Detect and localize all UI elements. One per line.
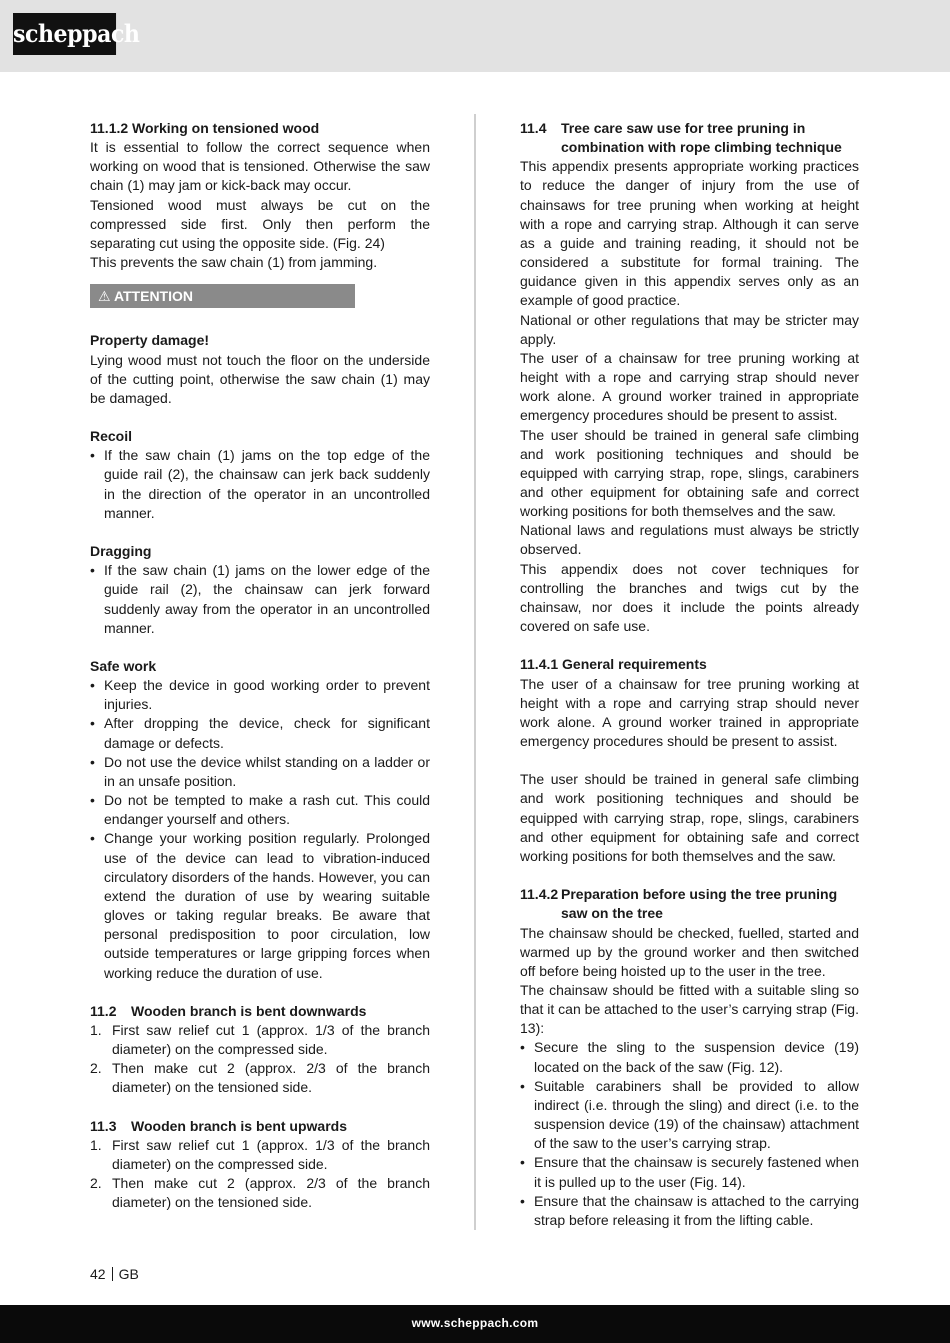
paragraph: This appendix does not cover techniques for controlling the branches and twigs cut by the chainsaw, nor does it include the points already covered on safe use. xyxy=(520,560,859,635)
paragraph: This appendix presents appropriate working practices to reduce the danger of injury from the use of chainsaws for tree pruning when working at height with a rope and carrying strap. Although it can serve as a guide and training reading, it should not be considered a substitute for formal training. The guidance given in this appendix serves only as an example of good practice. xyxy=(520,158,859,309)
paragraph: National or other regulations that may be stricter may apply. xyxy=(520,311,859,347)
website-url: www.scheppach.com xyxy=(411,1316,539,1330)
right-column xyxy=(520,119,859,1230)
list-item: • Secure the sling to the suspension device (19) located on the back of the saw (Fig. 12). xyxy=(520,1038,859,1076)
steps-11-3 xyxy=(90,1136,430,1213)
section-heading-11-4: 11.4 Tree care saw use for tree pruning in combination with rope climbing technique xyxy=(520,120,842,156)
safe-work-heading: Safe work xyxy=(90,658,157,674)
page-header xyxy=(0,0,950,72)
warning-icon: ⚠ xyxy=(98,288,111,305)
section-heading-11-4-1: 11.4.1 General requirements xyxy=(520,656,707,673)
paragraph: Tensioned wood must always be cut on the compressed side first. Only then perform the separating cut using the opposite side. (Fig. 24) xyxy=(90,196,430,251)
recoil-list xyxy=(90,446,430,523)
paragraph: The user should be trained in general safe climbing and work positioning techniques and should be equipped with carrying strap, rope, slings, carabiners and other equipment for obtaining safe and correct working positions for both themselves and the saw. xyxy=(520,771,859,864)
column-divider xyxy=(474,114,476,1230)
steps-11-2 xyxy=(90,1021,430,1098)
property-damage-heading: Property damage! xyxy=(90,332,210,349)
section-heading-11-3: 11.3 Wooden branch is bent upwards xyxy=(90,1117,347,1134)
left-column xyxy=(90,119,430,1213)
page-number-value: 42 xyxy=(90,1266,106,1282)
paragraph: The user of a chainsaw for tree pruning working at height with a rope and carrying strap should never work alone. A ground worker trained in appropriate emergency procedures should be present to assist. xyxy=(520,675,859,749)
list-item: • Suitable carabiners shall be provided to allow indirect (i.e. through the sling) and direct (i.e. to the suspension device (19) of the chainsaw) attachment of the saw to the user’s carrying strap. xyxy=(520,1077,859,1154)
paragraph: Lying wood must not touch the floor on the underside of the cutting point, otherwise the saw chain (1) may be damaged. xyxy=(90,351,430,406)
attention-banner xyxy=(90,284,355,308)
list-item: • Ensure that the chainsaw is attached to the carrying strap before releasing it from the lifting cable. xyxy=(520,1192,859,1230)
section-heading-11-4-2: 11.4.2 Preparation before using the tree pruning saw on the tree xyxy=(520,886,838,922)
dragging-heading: Dragging xyxy=(90,543,152,560)
dragging-list xyxy=(90,561,430,638)
list-item: 2. Then make cut 2 (approx. 2/3 of the branch diameter) on the tensioned side. xyxy=(90,1060,430,1096)
paragraph: National laws and regulations must always be strictly observed. xyxy=(520,522,859,558)
list-item: • Do not use the device whilst standing on a ladder or in an unsafe position. xyxy=(90,753,430,791)
page-number xyxy=(90,1265,139,1284)
list-item: • After dropping the device, check for significant damage or defects. xyxy=(90,714,430,752)
paragraph: This prevents the saw chain (1) from jamming. xyxy=(90,254,378,271)
separator xyxy=(112,1267,113,1281)
paragraph: The chainsaw should be fitted with a suitable sling so that it can be attached to the user’s carrying strap (Fig. 13): xyxy=(520,981,859,1037)
safe-work-list xyxy=(90,676,430,983)
language-code: GB xyxy=(118,1266,139,1282)
section-heading-11-2: 11.2 Wooden branch is bent downwards xyxy=(90,1002,367,1019)
recoil-heading: Recoil xyxy=(90,428,133,445)
attention-label: ATTENTION xyxy=(113,288,194,305)
paragraph: The user should be trained in general safe climbing and work positioning techniques and should be equipped with carrying strap, rope, slings, carabiners and other equipment for obtaining safe and correct working positions for both themselves and the saw. xyxy=(520,426,859,520)
list-item: 1. First saw relief cut 1 (approx. 1/3 of the branch diameter) on the compressed side. xyxy=(90,1136,430,1173)
list-item: • Do not be tempted to make a rash cut. This could endanger yourself and others. xyxy=(90,791,430,829)
section-heading-11-1-2: 11.1.2 Working on tensioned wood xyxy=(90,120,320,136)
list-item: • If the saw chain (1) jams on the top edge of the guide rail (2), the chainsaw can jerk back suddenly in the direction of the operator in an uncontrolled manner. xyxy=(90,446,430,523)
list-item: • If the saw chain (1) jams on the lower edge of the guide rail (2), the chainsaw can jerk forward suddenly away from the operator in an uncontrolled manner. xyxy=(90,561,430,638)
list-item: 1. First saw relief cut 1 (approx. 1/3 of the branch diameter) on the compressed side. xyxy=(90,1021,430,1058)
list-item: • Change your working position regularly. Prolonged use of the device can lead to vibration-induced circulatory disorders of the hands. However, you can extend the duration of use by wearing suitable gloves or taking regular breaks. Be aware that personal predisposition to poor circulation, low outside temperatures or large gripping forces when working reduce the duration of use. xyxy=(90,829,430,982)
list-item: 2. Then make cut 2 (approx. 2/3 of the branch diameter) on the tensioned side. xyxy=(90,1175,430,1211)
paragraph: The user of a chainsaw for tree pruning working at height with a rope and carrying strap should never work alone. A ground worker trained in appropriate emergency procedures should be present to assist. xyxy=(520,349,859,424)
paragraph: It is essential to follow the correct sequence when working on wood that is tensioned. Otherwise the saw chain (1) may jam or kick-back may occur. xyxy=(90,139,430,194)
brand-logo: scheppach xyxy=(13,13,116,55)
paragraph: The chainsaw should be checked, fuelled, started and warmed up by the ground worker and then switched off before being hoisted up to the user in the tree. xyxy=(520,924,859,979)
list-item: • Keep the device in good working order to prevent injuries. xyxy=(90,676,430,714)
preparation-list xyxy=(520,1038,859,1230)
list-item: • Ensure that the chainsaw is securely fastened when it is pulled up to the user (Fig. 14). xyxy=(520,1153,859,1191)
page-footer xyxy=(0,1305,950,1343)
